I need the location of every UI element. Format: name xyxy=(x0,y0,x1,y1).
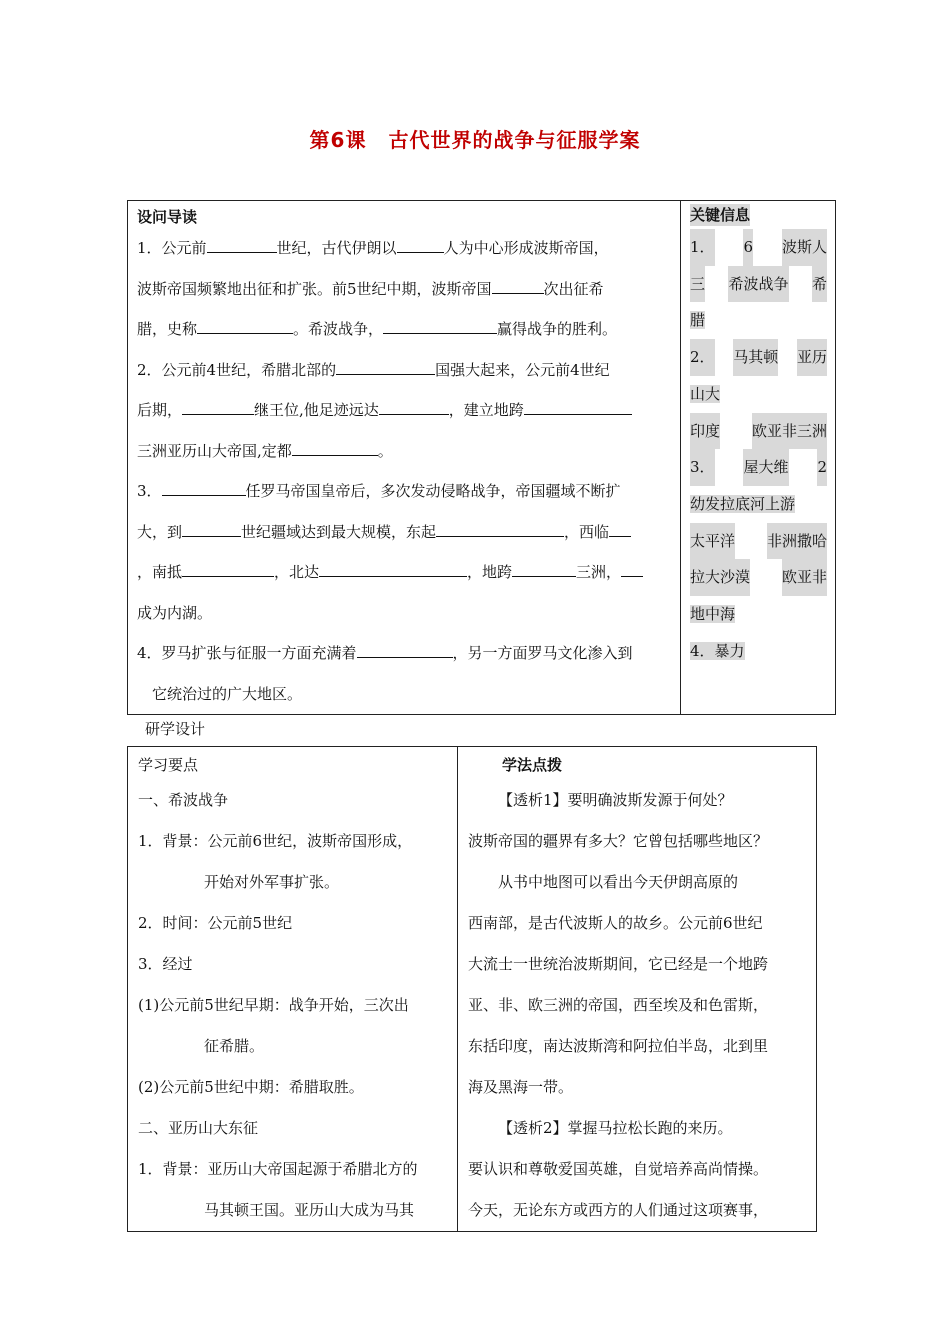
guide-heading: 设问导读 xyxy=(137,208,198,226)
study-point-line: 征希腊。 xyxy=(204,1037,265,1055)
study-tip-line: 要认识和尊敬爱国英雄，自觉培养高尚情操。 xyxy=(468,1160,769,1178)
key-info-line: 3． 屋大维 2 xyxy=(690,449,827,486)
study-point-line: (1)公元前5世纪早期：战争开始，三次出 xyxy=(138,996,409,1014)
q3-line1: 3． 任罗马帝国皇帝后，多次发动侵略战争，帝国疆域不断扩 xyxy=(137,471,672,512)
blank[interactable] xyxy=(292,439,378,456)
blank[interactable] xyxy=(182,398,254,415)
study-tip-line: 东括印度，南达波斯湾和阿拉伯半岛，北到里 xyxy=(468,1037,769,1055)
study-point-line: 一、希波战争 xyxy=(138,791,229,809)
study-tip-line: 大流士一世统治波斯期间，它已经是一个地跨 xyxy=(468,955,769,973)
study-point-line: 二、亚历山大东征 xyxy=(138,1119,259,1137)
q1-line3: 腊，史称 。希波战争， 赢得战争的胜利。 xyxy=(137,309,672,350)
q2-line2: 后期， 继王位,他足迹远达 ，建立地跨 xyxy=(137,390,672,431)
study-point-line: (2)公元前5世纪中期：希腊取胜。 xyxy=(138,1078,364,1096)
key-info-line: 地中海 xyxy=(690,605,736,624)
study-point-line: 1．背景：亚历山大帝国起源于希腊北方的 xyxy=(138,1160,418,1178)
q4-line1: 4．罗马扩张与征服一方面充满着 ，另一方面罗马文化渗入到 xyxy=(137,633,672,674)
key-info-line: 2． 马其顿 亚历 xyxy=(690,339,827,376)
blank[interactable] xyxy=(162,479,246,496)
study-tip-line: 亚、非、欧三洲的帝国，西至埃及和色雷斯， xyxy=(468,996,769,1014)
blank[interactable] xyxy=(512,560,576,577)
q3-line4: 成为内湖。 xyxy=(137,603,213,622)
q3-line3: ，南抵 ，北达 ，地跨 三洲， xyxy=(137,552,672,593)
q1-line2: 波斯帝国频繁地出征和扩张。前5世纪中期，波斯帝国 次出征希 xyxy=(137,269,672,310)
blank[interactable] xyxy=(621,560,643,577)
blank[interactable] xyxy=(383,317,497,334)
blank[interactable] xyxy=(492,277,544,294)
study-tips-list xyxy=(468,780,810,1231)
study-tip-line: 【透析1】要明确波斯发源于何处？ xyxy=(498,791,733,809)
study-tips-heading: 学法点拨 xyxy=(502,756,563,774)
key-info-line: 幼发拉底河上游 xyxy=(690,494,796,513)
key-info-heading: 关键信息 xyxy=(690,206,751,224)
lesson-name: 古代世界的战争与征服学案 xyxy=(388,128,641,152)
key-info-line: 三 希波战争 希 xyxy=(690,266,827,303)
study-table xyxy=(127,746,817,1232)
blank[interactable] xyxy=(524,398,632,415)
guide-table xyxy=(127,200,836,715)
study-tips-cell xyxy=(458,747,817,1232)
study-tip-line: 西南部，是古代波斯人的故乡。公元前6世纪 xyxy=(468,914,763,932)
blank[interactable] xyxy=(207,236,277,253)
section-label: 研学设计 xyxy=(145,720,206,738)
study-point-line: 3．经过 xyxy=(138,955,193,973)
blank[interactable] xyxy=(336,358,435,375)
study-tip-line: 从书中地图可以看出今天伊朗高原的 xyxy=(498,873,739,891)
blank[interactable] xyxy=(319,560,467,577)
study-tip-line: 海及黑海一带。 xyxy=(468,1078,574,1096)
blank[interactable] xyxy=(182,560,274,577)
study-tip-line: 波斯帝国的疆界有多大？它曾包括哪些地区？ xyxy=(468,832,769,850)
study-points-cell xyxy=(128,747,458,1232)
q2-line3: 三洲亚历山大帝国,定都 。 xyxy=(137,431,672,472)
key-info-list xyxy=(690,229,827,669)
key-info-line: 印度 欧亚非三洲 xyxy=(690,413,827,450)
q4-line2: 它统治过的广大地区。 xyxy=(152,684,303,703)
study-point-line: 2．时间：公元前5世纪 xyxy=(138,914,293,932)
blank[interactable] xyxy=(397,236,444,253)
study-point-line: 开始对外军事扩张。 xyxy=(204,873,340,891)
study-point-line: 1．背景：公元前6世纪，波斯帝国形成， xyxy=(138,832,413,850)
blank[interactable] xyxy=(379,398,449,415)
key-info-line: 拉大沙漠 欧亚非 xyxy=(690,559,827,596)
key-info-line: 腊 xyxy=(690,311,706,330)
blank[interactable] xyxy=(182,520,241,537)
page-title xyxy=(0,124,950,153)
key-info-cell xyxy=(681,201,836,715)
blank[interactable] xyxy=(197,317,293,334)
blank[interactable] xyxy=(357,641,453,658)
blank[interactable] xyxy=(609,520,631,537)
study-points-list xyxy=(138,780,449,1231)
study-points-heading: 学习要点 xyxy=(138,756,199,774)
key-info-line: 太平洋 非洲撒哈 xyxy=(690,523,827,560)
study-tip-line: 【透析2】掌握马拉松长跑的来历。 xyxy=(498,1119,733,1137)
key-info-line: 山大 xyxy=(690,384,721,403)
blank[interactable] xyxy=(436,520,564,537)
key-info-line: 4．暴力 xyxy=(690,641,745,660)
q2-line1: 2．公元前4世纪，希腊北部的 国强大起来，公元前4世纪 xyxy=(137,350,672,391)
q1-line1: 1．公元前 世纪，古代伊朗以 人为中心形成波斯帝国， xyxy=(137,228,672,269)
q3-line2: 大，到 世纪疆域达到最大规模，东起 ，西临 xyxy=(137,512,672,553)
guide-cell xyxy=(128,201,681,715)
lesson-number: 第6课 xyxy=(309,128,367,152)
key-info-line: 1． 6 波斯人 xyxy=(690,229,827,266)
study-point-line: 马其顿王国。亚历山大成为马其 xyxy=(204,1201,415,1219)
study-tip-line: 今天，无论东方或西方的人们通过这项赛事， xyxy=(468,1201,769,1219)
